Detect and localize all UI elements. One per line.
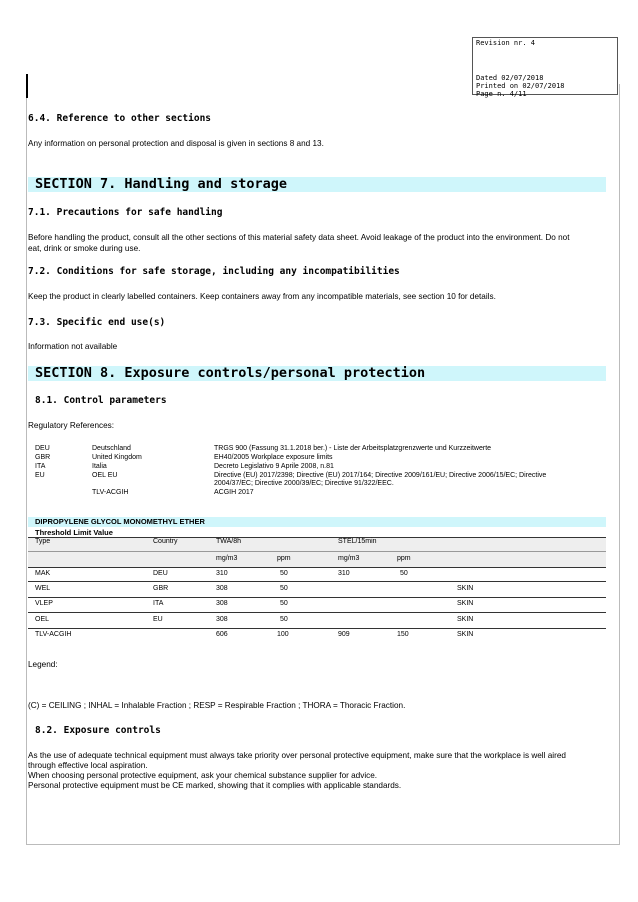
cell-twa-mg: 606 <box>216 631 228 638</box>
heading-7-3: 7.3. Specific end use(s) <box>28 317 166 328</box>
section-7-title: SECTION 7. Handling and storage <box>35 176 287 192</box>
text-8-2-line1: As the use of adequate technical equipment must always take priority over personal protective equipment, make sure that the workplace is well aired <box>28 751 566 760</box>
section-8-banner <box>28 366 606 381</box>
cell-twa-mg: 308 <box>216 600 228 607</box>
text-7-3: Information not available <box>28 342 118 351</box>
col-twa: TWA/8h <box>216 538 242 545</box>
ref-code: ITA <box>35 463 46 470</box>
cell-twa-ppm: 50 <box>280 585 288 592</box>
text-8-2-line2: through effective local aspiration. <box>28 761 148 770</box>
text-7-1-line2: eat, drink or smoke during use. <box>28 244 141 253</box>
threshold-limit-value-label: Threshold Limit Value <box>35 528 113 537</box>
text-7-2: Keep the product in clearly labelled containers. Keep containers away from any incompatible materials, see section 10 for details. <box>28 292 496 301</box>
cell-type: VLEP <box>35 600 53 607</box>
revision-box <box>472 37 618 98</box>
table-rule <box>28 628 606 629</box>
legend-label: Legend: <box>28 660 58 669</box>
revision-number: Revision nr. 4 <box>476 39 536 47</box>
ref-country: Deutschland <box>92 445 131 452</box>
heading-6-4: 6.4. Reference to other sections <box>28 113 212 124</box>
heading-7-1: 7.1. Precautions for safe handling <box>28 207 223 218</box>
cell-note: SKIN <box>457 631 474 638</box>
ref-code: GBR <box>35 454 51 461</box>
col-country: Country <box>153 538 178 545</box>
cell-twa-mg: 308 <box>216 616 228 623</box>
text-6-4: Any information on personal protection and disposal is given in sections 8 and 13. <box>28 139 324 148</box>
text-8-2-line4: Personal protective equipment must be CE marked, showing that it complies with applicable standards. <box>28 781 402 790</box>
section-7-banner <box>28 177 606 192</box>
unit-stel-mg: mg/m3 <box>338 555 360 562</box>
cell-twa-ppm: 50 <box>280 600 288 607</box>
cell-note: SKIN <box>457 616 474 623</box>
cell-twa-mg: 310 <box>216 570 228 577</box>
ref-text: EH40/2005 Workplace exposure limits <box>214 454 333 461</box>
ref-country: OEL EU <box>92 472 118 479</box>
ref-country: TLV-ACGIH <box>92 489 129 496</box>
heading-8-2: 8.2. Exposure controls <box>35 725 161 736</box>
unit-twa-mg: mg/m3 <box>216 555 238 562</box>
cell-stel-ppm: 50 <box>400 570 408 577</box>
ref-country: Italia <box>92 463 107 470</box>
heading-7-2: 7.2. Conditions for safe storage, including any incompatibilities <box>28 266 400 277</box>
cell-stel-mg: 310 <box>338 570 350 577</box>
left-margin-bar <box>26 74 28 98</box>
ref-text-cont: 2004/37/EC; Directive 2000/39/EC; Directive 91/322/EEC. <box>214 480 394 487</box>
ref-text: Directive (EU) 2017/2398; Directive (EU) 2017/164; Directive 2009/161/EU; Directive 2006/15/EC; Directive <box>214 472 547 479</box>
ref-country: United Kingdom <box>92 454 142 461</box>
dated: Dated 02/07/2018 <box>476 74 544 82</box>
table-rule <box>28 597 606 598</box>
unit-twa-ppm: ppm <box>277 555 291 562</box>
ref-text: TRGS 900 (Fassung 31.1.2018 ber.) - Liste der Arbeitsplatzgrenzwerte und Kurzzeitwerte <box>214 445 492 452</box>
ref-text: Decreto Legislativo 9 Aprile 2008, n.81 <box>214 463 334 470</box>
printed-on: Printed on 02/07/2018 <box>476 82 565 90</box>
cell-twa-ppm: 50 <box>280 616 288 623</box>
cell-twa-ppm: 100 <box>277 631 289 638</box>
heading-8-1: 8.1. Control parameters <box>35 395 167 406</box>
col-type: Type <box>35 538 51 545</box>
table-header-bg <box>28 537 606 568</box>
legend-text: (C) = CEILING ; INHAL = Inhalable Fraction ; RESP = Respirable Fraction ; THORA = Thoracic Fraction. <box>28 701 406 710</box>
substance-name: DIPROPYLENE GLYCOL MONOMETHYL ETHER <box>35 517 205 526</box>
cell-note: SKIN <box>457 585 474 592</box>
cell-country: ITA <box>153 600 164 607</box>
cell-type: WEL <box>35 585 51 592</box>
section-8-title: SECTION 8. Exposure controls/personal protection <box>35 365 426 381</box>
table-rule <box>28 567 606 568</box>
unit-stel-ppm: ppm <box>397 555 411 562</box>
cell-country: DEU <box>153 570 168 577</box>
cell-twa-ppm: 50 <box>280 570 288 577</box>
cell-type: MAK <box>35 570 51 577</box>
text-8-2-line3: When choosing personal protective equipment, ask your chemical substance supplier for advice. <box>28 771 378 780</box>
cell-stel-mg: 909 <box>338 631 350 638</box>
page-number: Page n. 4/11 <box>476 90 527 98</box>
table-rule <box>28 581 606 582</box>
ref-code: DEU <box>35 445 50 452</box>
table-rule <box>28 537 606 538</box>
ref-code: EU <box>35 472 45 479</box>
cell-type: TLV-ACGIH <box>35 631 72 638</box>
cell-country: GBR <box>153 585 169 592</box>
table-rule <box>28 551 606 552</box>
ref-text: ACGIH 2017 <box>214 489 254 496</box>
table-rule <box>28 612 606 613</box>
cell-note: SKIN <box>457 600 474 607</box>
col-stel: STEL/15min <box>338 538 377 545</box>
text-7-1-line1: Before handling the product, consult all the other sections of this material safety data sheet. Avoid leakage of the product into the environment. Do not <box>28 233 570 242</box>
cell-twa-mg: 308 <box>216 585 228 592</box>
cell-type: OEL <box>35 616 50 623</box>
cell-country: EU <box>153 616 163 623</box>
cell-stel-ppm: 150 <box>397 631 409 638</box>
regulatory-references-label: Regulatory References: <box>28 421 115 430</box>
